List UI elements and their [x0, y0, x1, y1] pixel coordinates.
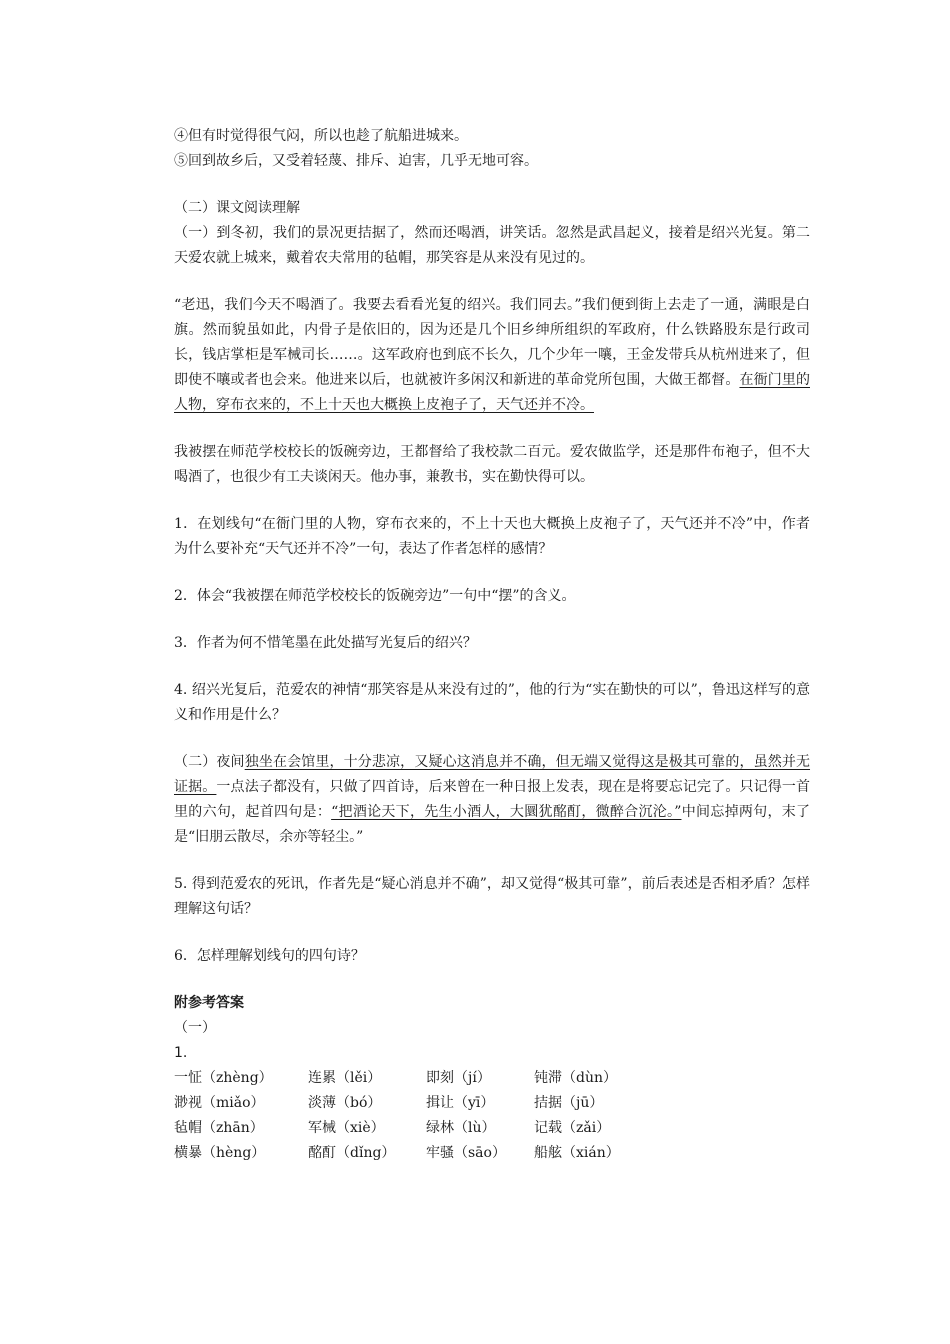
question-1: 1．在划线句“在衙门里的人物，穿布衣来的，不上十天也大概换上皮袍子了，天气还并不冷”中，作者为什么要补充“天气还并不冷”一句，表达了作者怎样的感情？ [174, 516, 810, 557]
answers-title: 附参考答案 [174, 995, 244, 1011]
pinyin-item: 渺视（miǎo） [174, 1095, 265, 1111]
pinyin-row [146, 1066, 810, 1091]
pinyin-item: 拮据（jū） [534, 1095, 604, 1111]
question-3: 3．作者为何不惜笔墨在此处描写光复后的绍兴？ [174, 635, 477, 651]
pinyin-item: 淡薄（bó） [308, 1095, 382, 1111]
pinyin-item: 钝滞（dùn） [534, 1070, 617, 1086]
pinyin-row [146, 1091, 810, 1116]
passage1-para1: （一）到冬初，我们的景况更拮据了，然而还喝酒，讲笑话。忽然是武昌起义，接着是绍兴光复。第二天爱农就上城来，戴着农夫常用的毡帽，那笑容是从来没有见过的。 [174, 225, 810, 266]
pinyin-table [146, 1066, 810, 1166]
passage2-intro: （二）夜间 [174, 754, 245, 770]
pinyin-row [146, 1141, 810, 1166]
section-title: （二）课文阅读理解 [174, 200, 300, 216]
pinyin-item: 酩酊（dǐng） [308, 1145, 396, 1161]
pinyin-item: 揖让（yī） [426, 1095, 495, 1111]
pinyin-item: 船舷（xián） [534, 1145, 620, 1161]
pinyin-item: 毡帽（zhān） [174, 1120, 264, 1136]
list-line-4: ④但有时觉得很气闷，所以也趁了航船进城来。 [174, 128, 468, 144]
passage1-para2 [146, 293, 810, 418]
document-page [146, 124, 810, 1166]
pinyin-item: 一怔（zhèng） [174, 1070, 273, 1086]
pinyin-item: 连累（lěi） [308, 1070, 382, 1086]
pinyin-item: 记载（zǎi） [534, 1120, 611, 1136]
pinyin-item: 牢骚（sāo） [426, 1145, 506, 1161]
passage1-para3: 我被摆在师范学校校长的饭碗旁边，王都督给了我校款二百元。爱农做监学，还是那件布袍子，但不大喝酒了，也很少有工夫谈闲天。他办事，兼教书，实在勤快得可以。 [174, 444, 810, 485]
passage2-end: 中间忘掉两句，末了是“旧朋云散尽，余亦等轻尘。” [174, 804, 811, 845]
passage2-middle: 一点法子都没有，只做了四首诗，后来曾在一种日报上发表，现在是将要忘记完了。只记得一首里的六句，起首四句是： [174, 779, 811, 820]
underlined-poem: “把酒论天下，先生小酒人，大圜犹酩酊，微醉合沉沦。” [331, 804, 682, 820]
passage1-para2-text: “老迅，我们今天不喝酒了。我要去看看光复的绍兴。我们同去。”我们便到街上去走了一通，满眼是白旗。然而貌虽如此，内骨子是依旧的，因为还是几个旧乡绅所组织的军政府，什么铁路股东是行政司长，钱店掌柜是军械司长……。这军政府也到底不长久，几个少年一嚷，王金发带兵从杭州进来了，但即使不嚷或者也会来。他进来以后，也就被许多闲汉和新进的革命党所包围，大做王都督。 [174, 297, 810, 388]
pinyin-item: 绿林（lù） [426, 1120, 496, 1136]
question-2: 2．体会“我被摆在师范学校校长的饭碗旁边”一句中“摆”的含义。 [174, 588, 576, 604]
pinyin-item: 即刻（jí） [426, 1070, 491, 1086]
pinyin-item: 横暴（hèng） [174, 1145, 266, 1161]
answers-number: 1. [174, 1045, 188, 1061]
pinyin-item: 军械（xiè） [308, 1120, 385, 1136]
question-4: 4. 绍兴光复后，范爱农的神情“那笑容是从来没有过的”，他的行为“实在勤快的可以”，鲁迅这样写的意义和作用是什么？ [174, 682, 810, 723]
underlined-sentence-2: 独坐在会馆里，十分悲凉，又疑心这消息并不确，但无端又觉得这是极其可靠的，虽然并无证据。 [174, 754, 811, 795]
pinyin-row [146, 1116, 810, 1141]
passage2 [146, 750, 810, 850]
question-6: 6．怎样理解划线句的四句诗？ [174, 948, 365, 964]
underlined-sentence: 在衙门里的人物，穿布衣来的，不上十天也大概换上皮袍子了，天气还并不冷。 [174, 372, 810, 413]
answers-subtitle: （一） [174, 1020, 216, 1036]
question-5: 5. 得到范爱农的死讯，作者先是“疑心消息并不确”，却又觉得“极其可靠”，前后表述是否相矛盾？怎样理解这句话？ [174, 876, 810, 917]
list-line-5: ⑤回到故乡后，又受着轻蔑、排斥、迫害，几乎无地可容。 [174, 153, 538, 169]
